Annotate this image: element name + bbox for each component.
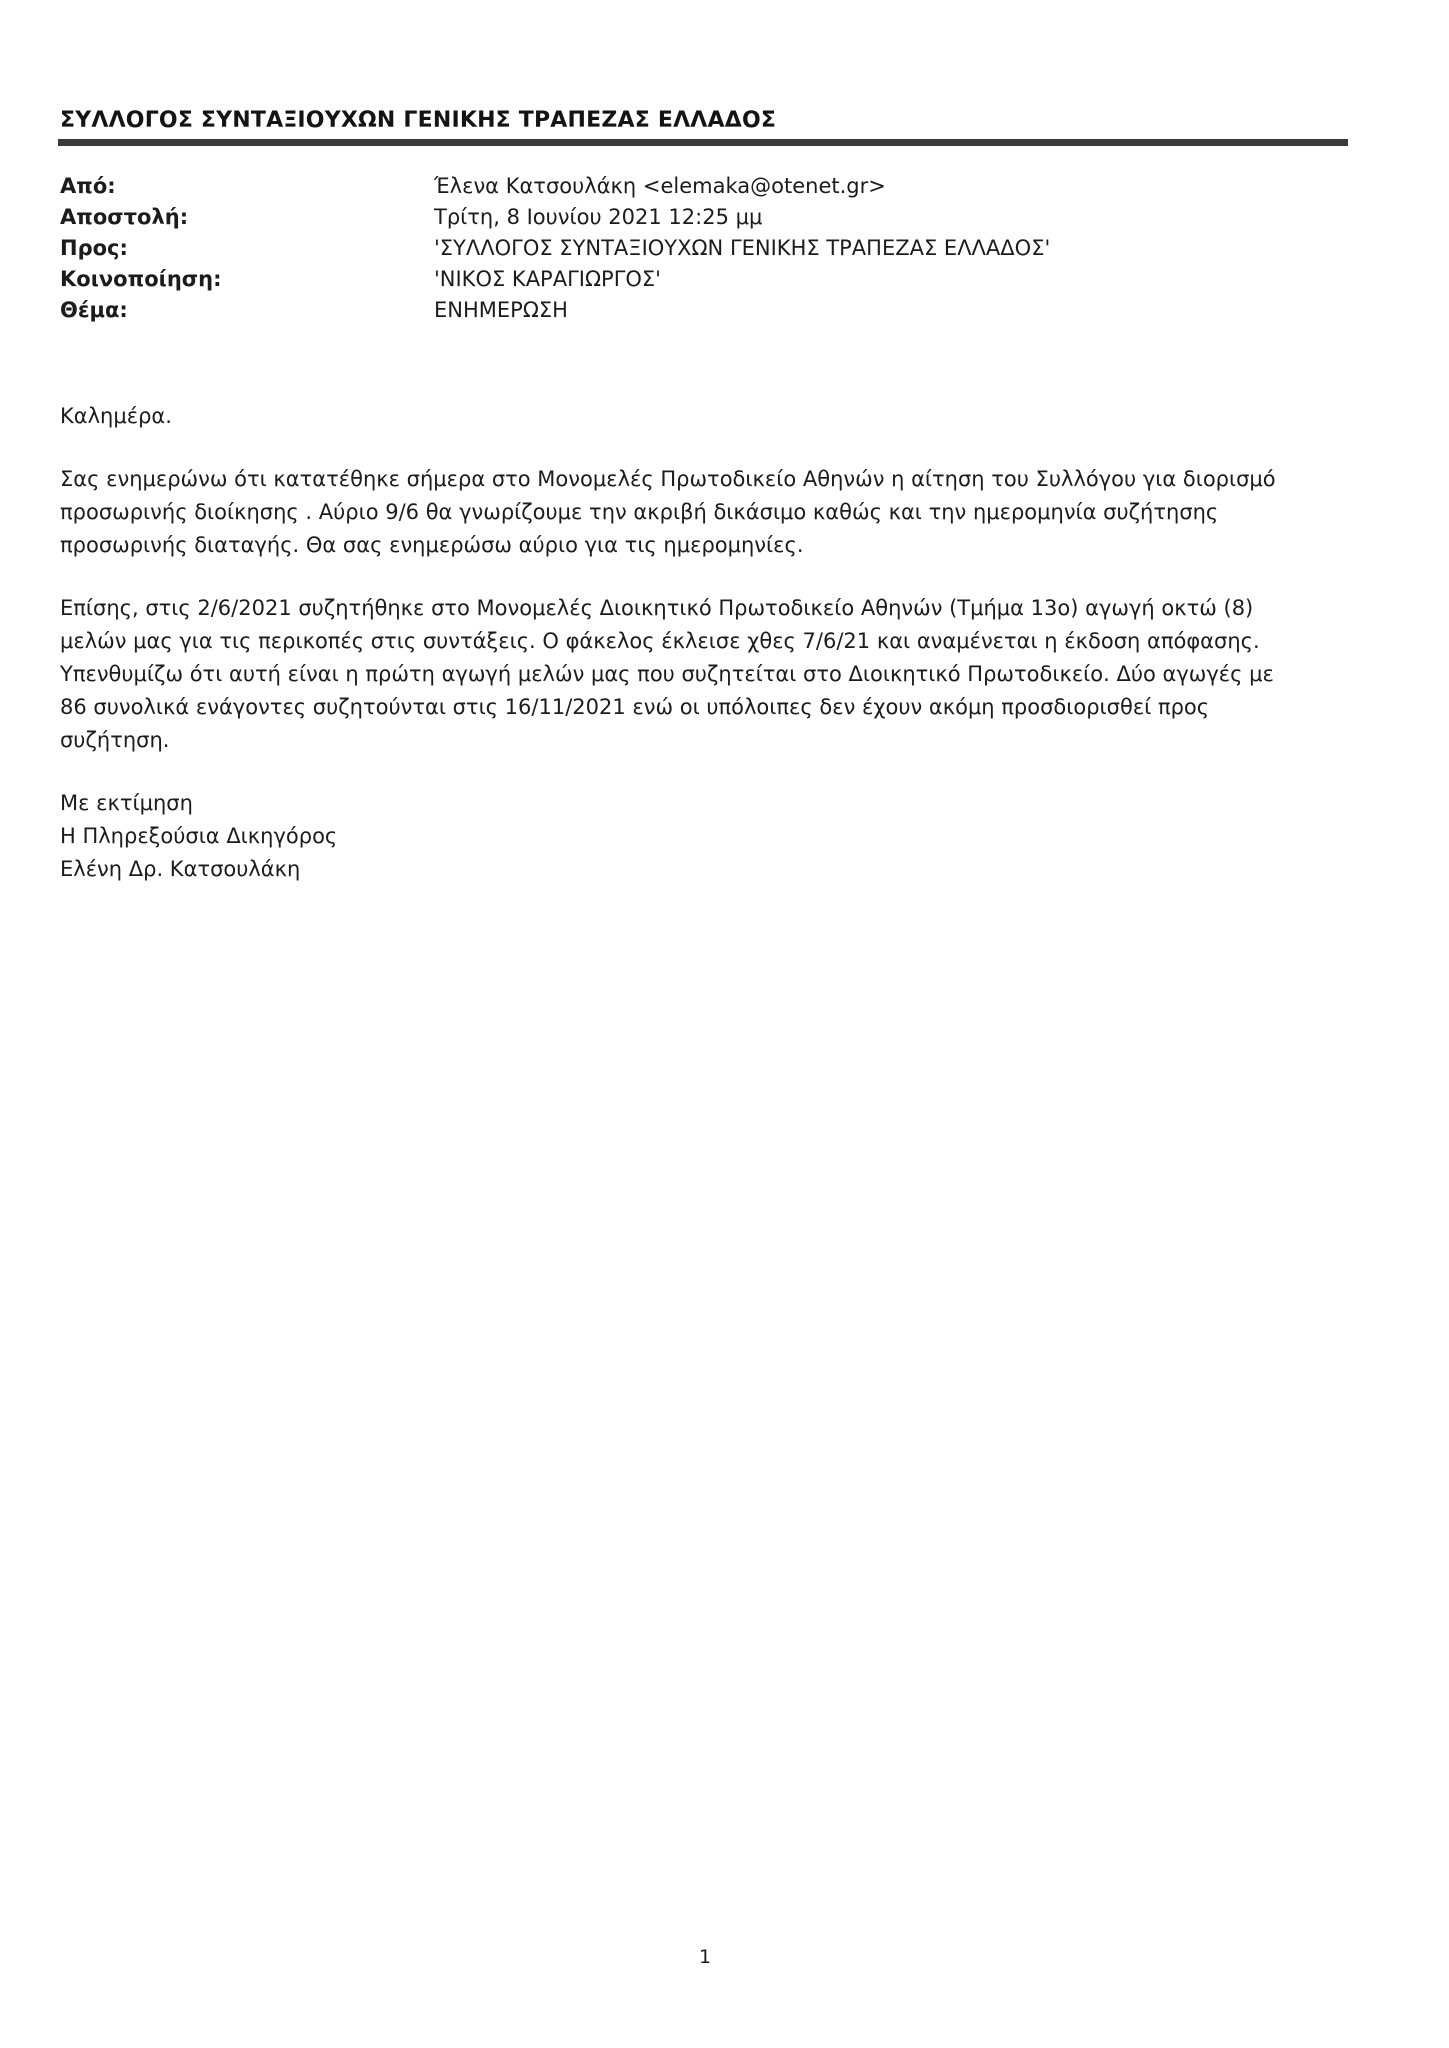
paragraph-line: μελών μας για τις περικοπές στις συντάξεις. Ο φάκελος έκλεισε χθες 7/6/21 και αναμένεται η έκδοση απόφασης. xyxy=(60,629,1260,653)
paragraph-line: προσωρινής διαταγής. Θα σας ενημερώσω αύριο για τις ημερομηνίες. xyxy=(60,533,804,557)
paragraph-filing xyxy=(60,463,1350,562)
header-value: 'ΝΙΚΟΣ ΚΑΡΑΓΙΩΡΓΟΣ' xyxy=(434,267,661,291)
title-divider xyxy=(58,139,1348,146)
header-row-to xyxy=(60,236,1340,267)
header-value: ΕΝΗΜΕΡΩΣΗ xyxy=(434,298,568,322)
header-value: 'ΣΥΛΛΟΓΟΣ ΣΥΝΤΑΞΙΟΥΧΩΝ ΓΕΝΙΚΗΣ ΤΡΑΠΕΖΑΣ ΕΛΛΑΔΟΣ' xyxy=(434,236,1051,260)
paragraph-line: 86 συνολικά ενάγοντες συζητούνται στις 16/11/2021 ενώ οι υπόλοιπες δεν έχουν ακόμη προσδιορισθεί προς xyxy=(60,695,1210,719)
signature-block xyxy=(60,787,1350,886)
page-number: 1 xyxy=(698,1946,712,1968)
header-value: Έλενα Κατσουλάκη <elemaka@otenet.gr> xyxy=(434,174,886,198)
paragraph-line: Υπενθυμίζω ότι αυτή είναι η πρώτη αγωγή μελών μας που συζητείται στο Διοικητικό Πρωτοδικείο. Δύο αγωγές με xyxy=(60,662,1274,686)
header-label: Αποστολή: xyxy=(60,205,189,229)
header-row-subject xyxy=(60,298,1340,329)
email-header xyxy=(60,174,1340,329)
greeting: Καλημέρα. xyxy=(60,404,172,428)
header-value: Τρίτη, 8 Ιουνίου 2021 12:25 μμ xyxy=(434,205,763,229)
header-label: Προς: xyxy=(60,236,128,260)
header-label: Από: xyxy=(60,174,116,198)
header-row-from xyxy=(60,174,1340,205)
paragraph-line: Σας ενημερώνω ότι κατατέθηκε σήμερα στο Μονομελές Πρωτοδικείο Αθηνών η αίτηση του Συλλόγου για διορισμό xyxy=(60,467,1276,491)
header-row-cc xyxy=(60,267,1340,298)
paragraph-lawsuit xyxy=(60,592,1350,757)
email-body xyxy=(60,400,1350,886)
closing-line: Με εκτίμηση xyxy=(60,791,193,815)
paragraph-line: συζήτηση. xyxy=(60,728,170,752)
header-label: Κοινοποίηση: xyxy=(60,267,222,291)
header-label: Θέμα: xyxy=(60,298,128,322)
header-row-sent xyxy=(60,205,1340,236)
signer-name: Ελένη Δρ. Κατσουλάκη xyxy=(60,857,301,881)
signer-title: Η Πληρεξούσια Δικηγόρος xyxy=(60,824,338,848)
paragraph-line: Επίσης, στις 2/6/2021 συζητήθηκε στο Μονομελές Διοικητικό Πρωτοδικείο Αθηνών (Τμήμα 13ο) αγωγή οκτώ (8) xyxy=(60,596,1254,620)
organization-title: ΣΥΛΛΟΓΟΣ ΣΥΝΤΑΞΙΟΥΧΩΝ ΓΕΝΙΚΗΣ ΤΡΑΠΕΖΑΣ ΕΛΛΑΔΟΣ xyxy=(60,108,777,133)
paragraph-line: προσωρινής διοίκησης . Αύριο 9/6 θα γνωρίζουμε την ακριβή δικάσιμο καθώς και την ημερομηνία συζήτησης xyxy=(60,500,1219,524)
